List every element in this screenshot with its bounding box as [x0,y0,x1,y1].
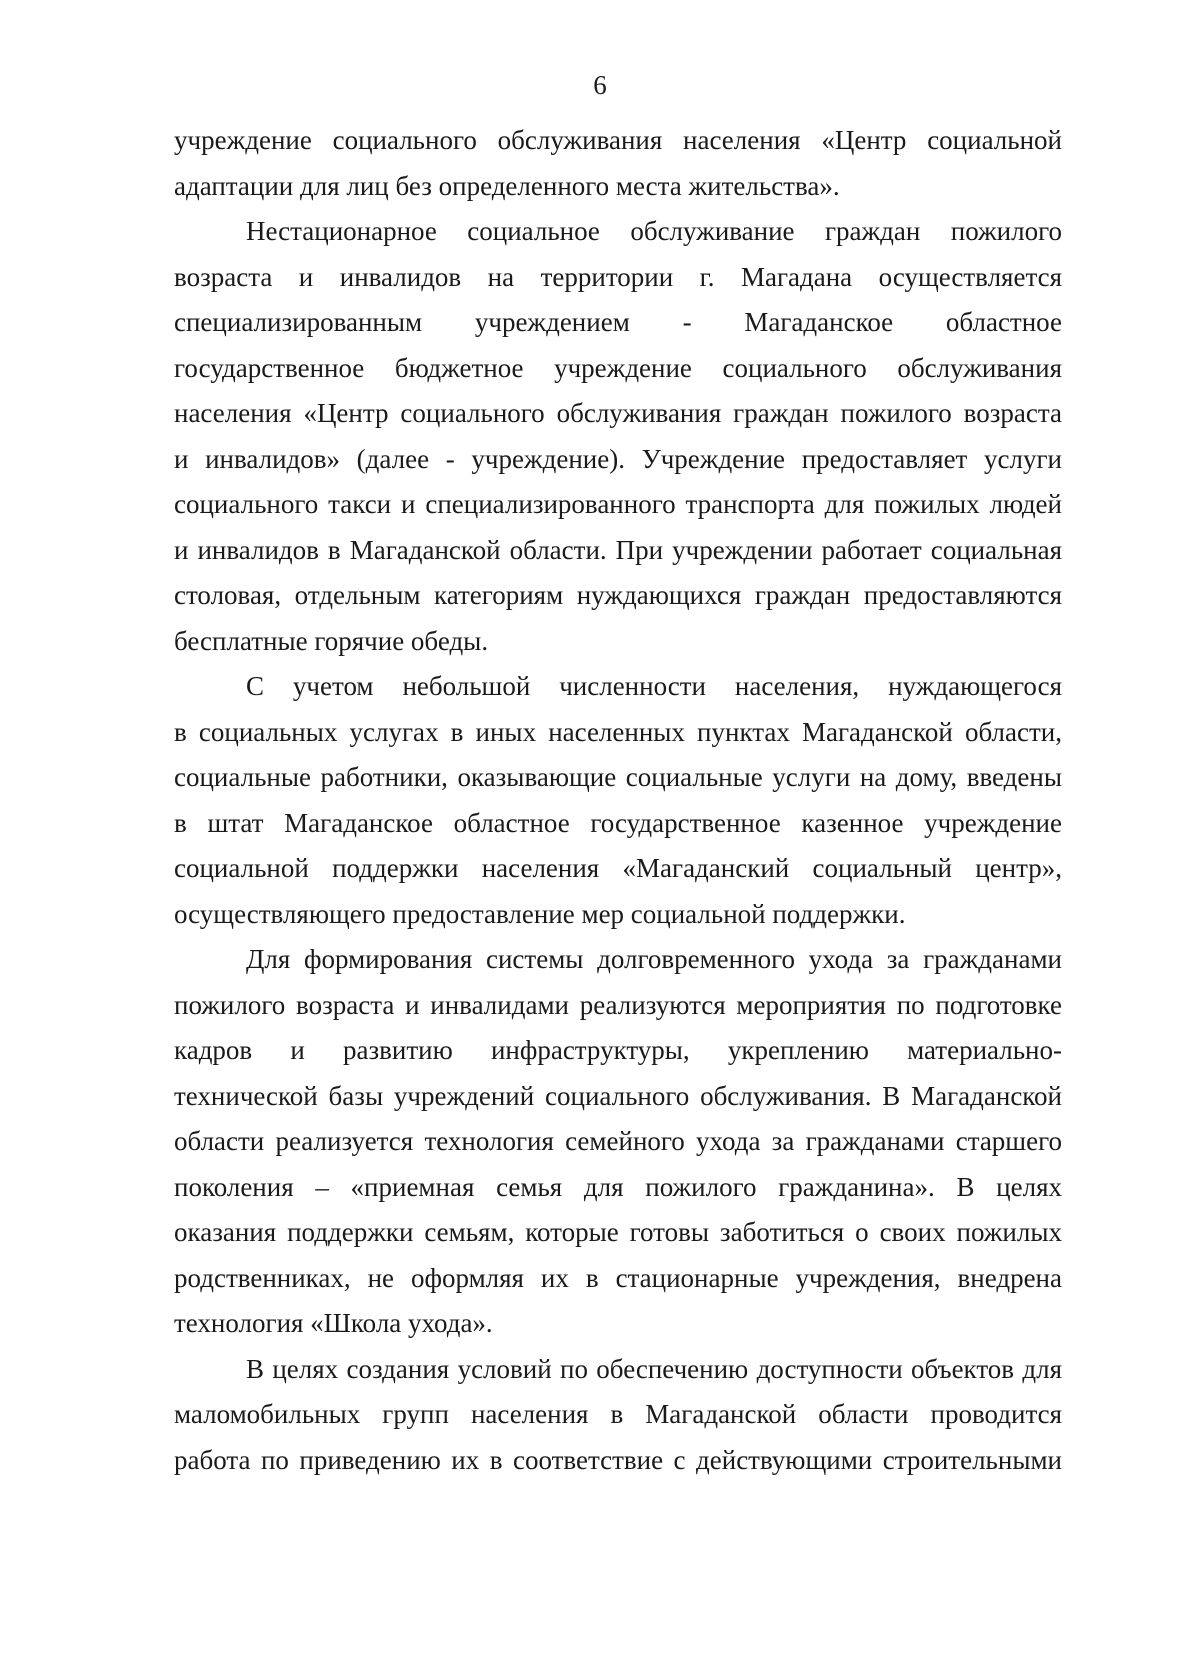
paragraph-1 [174,118,1062,209]
text-line: столовая, отдельным категориям нуждающихся граждан предоставляются [174,580,1062,610]
text-line: возраста и инвалидов на территории г. Магадана осуществляется [174,261,1062,292]
paragraph-4 [174,937,1062,1347]
text-line: оказания поддержки семьям, которые готовы заботиться о своих пожилых [174,1217,1062,1247]
paragraph-5 [174,1347,1062,1484]
text-line: специализированным учреждением - Магаданское областное [174,307,1062,337]
text-line: технология «Школа ухода». [174,1308,493,1338]
text-line: осуществляющего предоставление мер социальной поддержки. [174,898,906,929]
body-text [174,118,1062,1483]
page-number: 6 [593,70,607,100]
text-line: С учетом небольшой численности населения, нуждающегося [246,671,1062,701]
text-line: области реализуется технология семейного ухода за гражданами старшего [174,1126,1062,1156]
text-line: родственниках, не оформляя их в стационарные учреждения, внедрена [174,1262,1062,1293]
text-line: технической базы учреждений социального обслуживания. В Магаданской [174,1080,1062,1111]
text-line: поколения – «приемная семья для пожилого гражданина». В целях [174,1171,1062,1202]
text-line: Нестационарное социальное обслуживание граждан пожилого [246,216,1062,246]
text-line: населения «Центр социального обслуживания граждан пожилого возраста [174,398,1062,428]
paragraph-3 [174,664,1062,937]
text-line: в социальных услугах в иных населенных пунктах Магаданской области, [174,716,1062,747]
text-line: пожилого возраста и инвалидами реализуются мероприятия по подготовке [174,989,1062,1020]
paragraph-2 [174,209,1062,664]
text-line: в штат Магаданское областное государственное казенное учреждение [174,807,1062,838]
text-line: учреждение социального обслуживания населения «Центр социальной [174,125,1062,155]
text-line: социальной поддержки населения «Магаданский социальный центр», [174,853,1062,883]
text-line: Для формирования системы долговременного ухода за гражданами [246,944,1062,974]
text-line: социального такси и специализированного транспорта для пожилых людей [174,489,1062,519]
text-line: кадров и развитию инфраструктуры, укреплению материально- [174,1035,1062,1065]
text-line: государственное бюджетное учреждение социального обслуживания [174,352,1062,383]
text-line: и инвалидов» (далее - учреждение). Учреждение предоставляет услуги [174,443,1062,474]
text-line: работа по приведению их в соответствие с действующими строительными [174,1444,1062,1475]
text-line: маломобильных групп населения в Магаданской области проводится [174,1399,1062,1429]
text-line: и инвалидов в Магаданской области. При учреждении работает социальная [174,534,1062,565]
text-line: социальные работники, оказывающие социальные услуги на дому, введены [174,762,1062,792]
text-line: адаптации для лиц без определенного места жительства». [174,170,840,201]
text-line: В целях создания условий по обеспечению доступности объектов для [246,1353,1062,1384]
text-line: бесплатные горячие обеды. [174,625,489,656]
